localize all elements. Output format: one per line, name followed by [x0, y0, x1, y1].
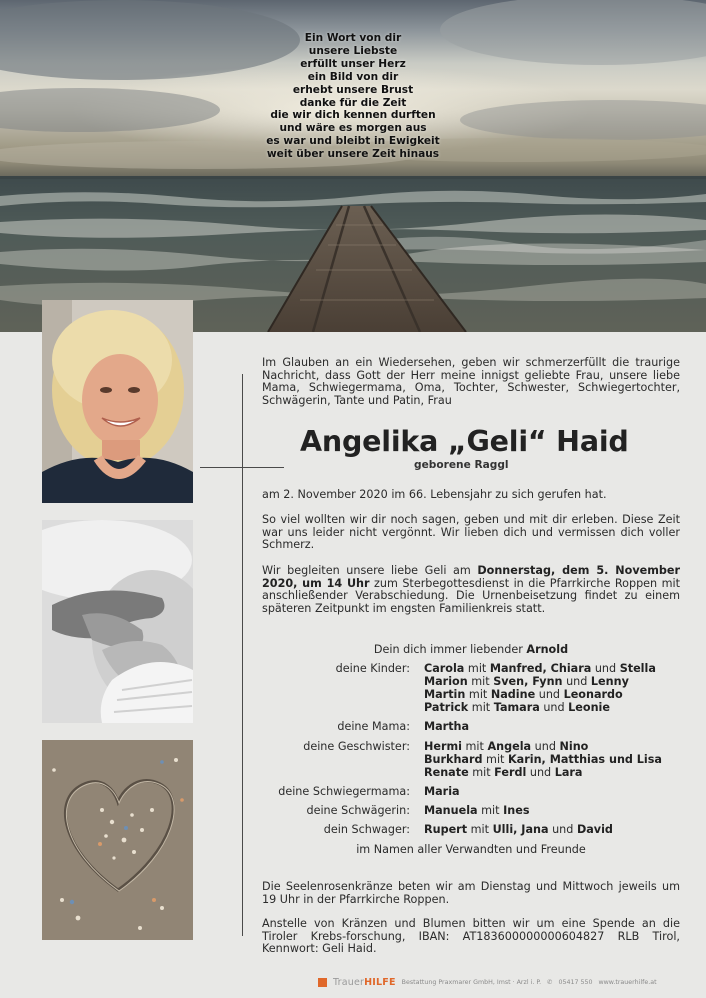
poem-line: weit über unsere Zeit hinaus: [266, 148, 440, 161]
cross-vertical-line: [242, 374, 243, 936]
funeral-text: Wir begleiten unsere liebe Geli am: [262, 564, 478, 577]
deceased-name: Angelika „Geli“ Haid: [300, 425, 629, 458]
hands-photo: [42, 520, 193, 723]
funeral-paragraph: [262, 565, 680, 615]
poem-line: erfüllt unser Herz: [300, 57, 406, 70]
funeral-date: Donnerstag, dem 5. November 2020, um 14 Uhr: [262, 564, 680, 590]
heart-in-sand-photo: [42, 740, 193, 940]
mourner-names: Maria: [424, 785, 460, 798]
mourner-names: Martha: [424, 720, 470, 733]
poem-line: Ein Wort von dir: [304, 32, 402, 44]
mourner-names: Patrick mit Tamara und Leonie: [424, 701, 610, 714]
mourner-names: Renate mit Ferdl und Lara: [424, 766, 583, 779]
mourner-label: deine Geschwister:: [303, 740, 410, 753]
trauerhilfe-logo-icon: [318, 978, 327, 987]
poem-line: es war und bleibt in Ewigkeit: [266, 135, 440, 148]
footer: [318, 976, 657, 988]
mourner-names: Manuela mit Ines: [424, 804, 530, 817]
mourner-names: Marion mit Sven, Fynn und Lenny: [424, 675, 629, 688]
mourner-label: deine Schwägerin:: [306, 804, 410, 817]
poem-line: danke für die Zeit: [299, 96, 407, 109]
header-photo: [0, 0, 706, 332]
mourner-names: Hermi mit Angela und Nino: [424, 740, 589, 753]
phone-icon: ✆: [547, 978, 553, 986]
mourner-names: Carola mit Manfred, Chiara und Stella: [424, 662, 656, 675]
footer-company: Bestattung Praxmarer GmbH, Imst · Arzl i. P.: [401, 978, 542, 986]
mourner-label: deine Kinder:: [335, 662, 410, 675]
footer-phone: 05417 550: [558, 978, 593, 986]
footer-brand: TrauerHILFE: [333, 976, 396, 988]
signoff: [262, 643, 680, 656]
wishes-paragraph: So viel wollten wir dir noch sagen, geben und mit dir erleben. Diese Zeit war uns leider nicht vergönnt. Wir lieben dich und vermissen dich voller Schmerz.: [262, 513, 680, 552]
mourner-label: dein Schwager:: [323, 823, 410, 836]
poem: [225, 32, 481, 161]
poem-line: und wäre es morgen aus: [279, 122, 427, 135]
poem-line: ein Bild von dir: [307, 70, 399, 83]
mourner-label: deine Schwiegermama:: [278, 785, 410, 798]
mourner-label: deine Mama:: [337, 720, 410, 733]
signoff-name: Arnold: [526, 643, 569, 656]
mourner-names: Martin mit Nadine und Leonardo: [424, 688, 623, 701]
closing-line: im Namen aller Verwandten und Freunde: [356, 843, 586, 856]
rosary-paragraph: Die Seelenrosenkränze beten wir am Dienstag und Mittwoch jeweils um 19 Uhr in der Pfarrkirche Roppen.: [262, 880, 680, 906]
cross-horizontal-line: [200, 467, 284, 468]
intro-paragraph: Im Glauben an ein Wiedersehen, geben wir schmerzerfüllt die traurige Nachricht, dass Gott der Herr meine innigst geliebte Frau, unsere liebe Mama, Schwiegermama, Oma, Tochter, Schwester, Schwiegertochter, Schwägerin, Tante und Patin, Frau: [262, 356, 680, 407]
poem-line: die wir dich kennen durften: [270, 109, 436, 122]
signoff-text: Dein dich immer liebender: [373, 643, 527, 656]
funeral-text: zum Sterbegottesdienst in die Pfarrkirche Roppen mit anschließender Verabschiedung. Die Urnenbeisetzung findet zu einem späteren Zeitpunkt im engsten Familienkreis statt.: [262, 576, 680, 615]
portrait-photo: [42, 300, 193, 503]
mourner-names: Burkhard mit Karin, Matthias und Lisa: [424, 753, 662, 766]
death-notice: am 2. November 2020 im 66. Lebensjahr zu sich gerufen hat.: [262, 488, 607, 501]
poem-line: erhebt unsere Brust: [292, 83, 414, 96]
donation-paragraph: Anstelle von Kränzen und Blumen bitten wir um eine Spende an die Tiroler Krebs-forschung, IBAN: AT183600000000604827 RLB Tirol, Kennwort: Geli Haid.: [262, 917, 680, 956]
poem-line: unsere Liebste: [308, 44, 398, 57]
mourner-names: Rupert mit Ulli, Jana und David: [424, 823, 613, 836]
footer-url[interactable]: www.trauerhilfe.at: [598, 978, 657, 986]
maiden-name: geborene Raggl: [414, 459, 509, 471]
